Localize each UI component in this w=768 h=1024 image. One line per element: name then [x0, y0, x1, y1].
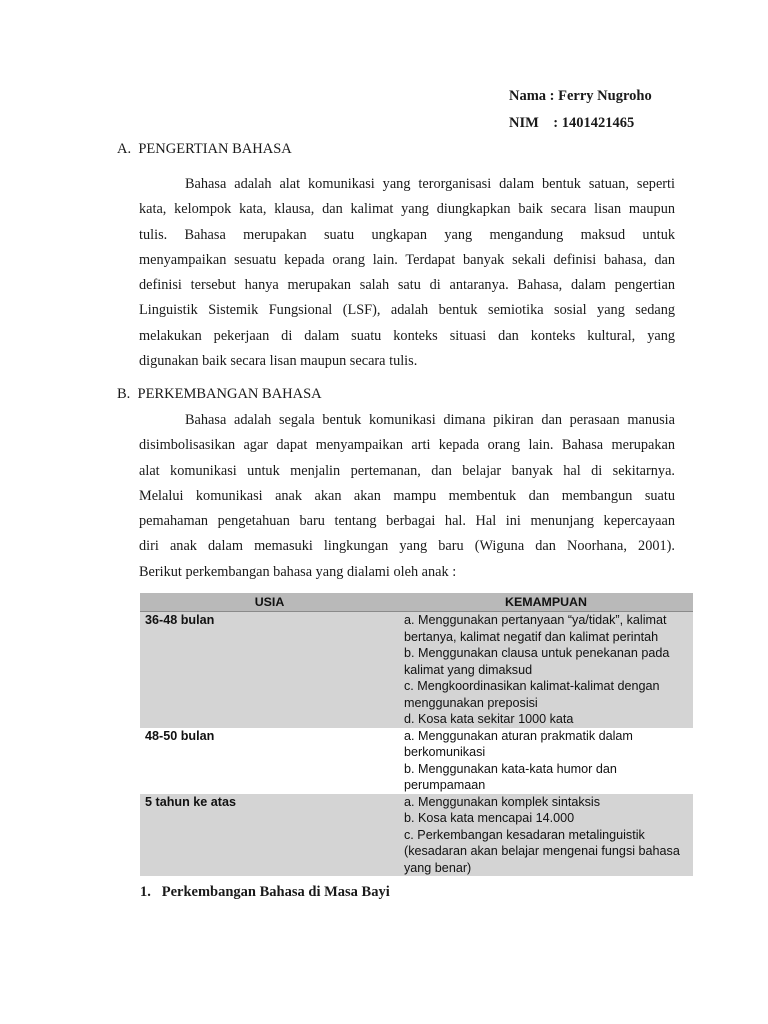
section-b-heading: B. PERKEMBANGAN BAHASA: [117, 386, 322, 402]
paragraph-line: Bahasa adalah alat komunikasi yang terorganisasi dalam bentuk satuan, seperti: [185, 176, 675, 192]
paragraph-line: tulis. Bahasa merupakan suatu ungkapan yang mengandung maksud untuk: [139, 226, 675, 243]
paragraph-line: Berikut perkembangan bahasa yang dialami oleh anak :: [139, 563, 457, 580]
ability-line: berkomunikasi: [404, 745, 486, 759]
ability-line: perumpamaan: [404, 778, 486, 792]
table-row: [140, 612, 693, 728]
table-cell-age: 5 tahun ke atas: [140, 794, 399, 877]
paragraph-line: Melalui komunikasi anak akan akan mampu membentuk dan membangun suatu: [139, 487, 675, 504]
ability-line: bertanya, kalimat negatif dan kalimat perintah: [404, 629, 659, 644]
paragraph-line: alat komunikasi untuk menjalin pertemanan, dan belajar banyak hal di sekitarnya.: [139, 462, 675, 479]
paragraph-line: melakukan pekerjaan di dalam suatu konteks situasi dan konteks kultural, yang: [139, 327, 675, 344]
paragraph-line: kata, kelompok kata, klausa, dan kalimat yang diungkapkan baik secara lisan maupun: [139, 201, 675, 218]
ability-line: b. Menggunakan kata-kata humor dan: [404, 761, 617, 776]
section-a-heading: A. PENGERTIAN BAHASA: [117, 141, 292, 157]
paragraph-line: disimbolisasikan agar dapat menyampaikan arti kepada orang lain. Bahasa merupakan: [139, 437, 675, 454]
student-nim: NIM : 1401421465: [509, 115, 635, 131]
ability-line: (kesadaran akan belajar mengenai fungsi bahasa: [404, 844, 680, 858]
section-a-paragraph: [139, 172, 675, 374]
ability-line: c. Perkembangan kesadaran metalinguistik: [404, 827, 645, 842]
ability-line: b. Kosa kata mencapai 14.000: [404, 811, 575, 825]
paragraph-line: definisi tersebut hanya merupakan salah satu di antaranya. Bahasa, dalam pengertian: [139, 277, 675, 294]
ability-line: menggunakan preposisi: [404, 695, 538, 710]
table-cell-age: 48-50 bulan: [140, 728, 399, 794]
section-b-paragraph: [139, 408, 675, 585]
ability-line: yang benar): [404, 860, 472, 875]
table-row: [140, 794, 693, 877]
paragraph-line: pemahaman pengetahuan baru tentang berbagai hal. Hal ini menunjang kepercayaan: [139, 513, 675, 530]
ability-line: d. Kosa kata sekitar 1000 kata: [404, 712, 574, 726]
ability-line: a. Menggunakan komplek sintaksis: [404, 794, 601, 809]
table-cell-abilities: [399, 728, 693, 794]
table-cell-abilities: [399, 612, 693, 728]
ability-line: a. Menggunakan pertanyaan “ya/tidak”, kalimat: [404, 613, 667, 627]
paragraph-line: Bahasa adalah segala bentuk komunikasi dimana pikiran dan perasaan manusia: [185, 412, 675, 428]
table-cell-age: 36-48 bulan: [140, 612, 399, 728]
table-header-usia: USIA: [140, 593, 399, 612]
table-header-row: [140, 593, 693, 612]
language-development-table: [140, 593, 693, 876]
ability-line: a. Menggunakan aturan prakmatik dalam: [404, 728, 633, 743]
paragraph-line: digunakan baik secara lisan maupun secara tulis.: [139, 353, 418, 370]
ability-line: b. Menggunakan clausa untuk penekanan pada: [404, 646, 670, 660]
paragraph-line: diri anak dalam memasuki lingkungan yang baru (Wiguna dan Noorhana, 2001).: [139, 538, 675, 555]
table-cell-abilities: [399, 794, 693, 877]
student-name: Nama : Ferry Nugroho: [509, 88, 652, 104]
ability-line: c. Mengkoordinasikan kalimat-kalimat dengan: [404, 679, 660, 693]
subsection-1-heading: 1. Perkembangan Bahasa di Masa Bayi: [140, 884, 390, 900]
paragraph-line: menyampaikan sesuatu kepada orang lain. Terdapat banyak sekali definisi bahasa, dan: [139, 251, 675, 268]
table-header-kemampuan: KEMAMPUAN: [399, 593, 693, 612]
paragraph-line: Linguistik Sistemik Fungsional (LSF), adalah bentuk semiotika sosial yang sedang: [139, 302, 675, 319]
ability-line: kalimat yang dimaksud: [404, 662, 533, 677]
table-row: [140, 728, 693, 794]
